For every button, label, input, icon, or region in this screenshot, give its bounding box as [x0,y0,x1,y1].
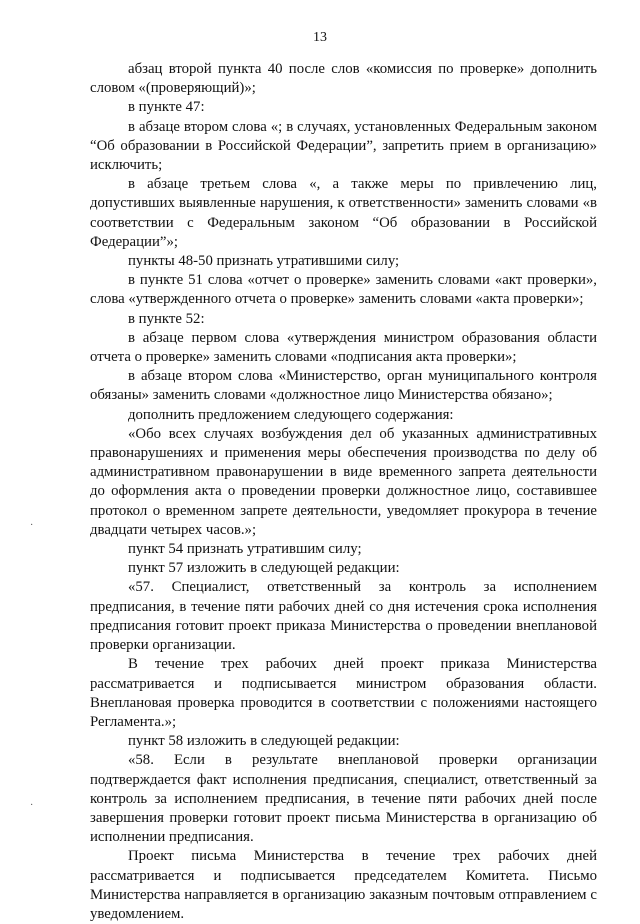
quoted-paragraph: В течение трех рабочих дней проект приказа Министерства рассматривается и подписывается министром образования области. Внеплановая проверка проводится в соответствии с положениями настоящего Регламента.»; [90,656,597,730]
paragraph: пункт 58 изложить в следующей редакции: [128,733,400,750]
paragraph: в пункте 52: [128,310,205,327]
paragraph: пункт 57 изложить в следующей редакции: [128,560,400,577]
quoted-paragraph: «58. Если в результате внеплановой проверки организации подтверждается факт исполнения предписания, специалист, ответственный за контроль за исполнением предписания, в течение пяти рабочих дней после завершения проверки готовит проект письма Министерства в организацию об исполнении предписания. [90,752,597,846]
paragraph: в абзаце первом слова «утверждения министром образования области отчета о проверке» заменить словами «подписания акта проверки»; [90,329,597,366]
document-body [90,60,597,924]
paragraph: в пункте 47: [128,99,205,116]
margin-mark: · [30,800,34,811]
page-number: 13 [313,30,327,45]
quoted-paragraph: «57. Специалист, ответственный за контроль за исполнением предписания, в течение пяти рабочих дней со дня истечения срока исполнения предписания готовит проект приказа Министерства о проведении внеплановой проверки организации. [90,579,597,654]
quoted-paragraph: «Обо всех случаях возбуждения дел об указанных административных правонарушениях и применения меры обеспечения производства по делу об административном правонарушении в виде временного запрета деятельности до оформления акта о проведении проверки должностное лицо, составившее протокол о временном запрете деятельности, уведомляет прокурора в течение двадцати четырех часов.»; [90,425,597,538]
paragraph: в абзаце втором слова «Министерство, орган муниципального контроля обязаны» заменить словами «должностное лицо Министерства обязано»; [90,368,597,404]
paragraph: дополнить предложением следующего содержания: [128,406,454,423]
paragraph: в абзаце третьем слова «, а также меры по привлечению лиц, допустивших выявленные нарушения, к ответственности» заменить словами «в соответствии с Федеральным законом “Об образовании в Российской Федерации”»; [90,176,597,250]
paragraph: в абзаце втором слова «; в случаях, установленных Федеральным законом “Об образовании в Российской Федерации”, запретить прием в организацию» исключить; [90,118,597,174]
paragraph: пункт 54 признать утратившим силу; [128,541,362,558]
paragraph: пункты 48-50 признать утратившими силу; [128,253,400,270]
paragraph: в пункте 51 слова «отчет о проверке» заменить словами «акт проверки», слова «утвержденного отчета о проверке» заменить словами «акта проверки»; [90,272,597,308]
margin-mark: · [30,520,34,531]
paragraph: абзац второй пункта 40 после слов «комиссия по проверке» дополнить словом «(проверяющий)»; [90,61,597,97]
quoted-paragraph: Проект письма Министерства в течение трех рабочих дней рассматривается и подписывается председателем Комитета. Письмо Министерства направляется в организацию заказным почтовым отправлением с уведомлением. [90,848,597,922]
